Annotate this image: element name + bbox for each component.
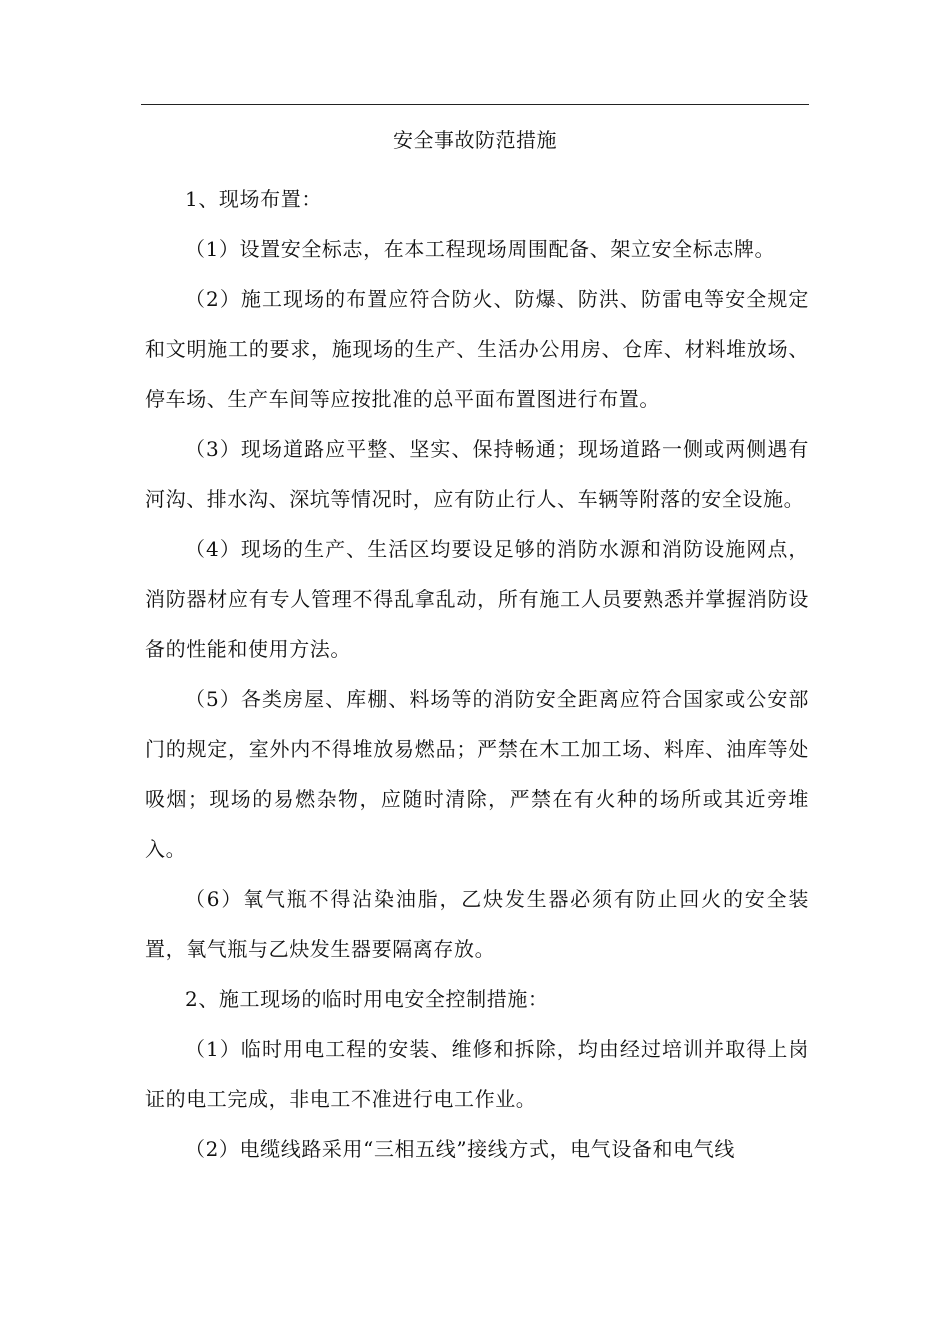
paragraph-item-2-1: （1）临时用电工程的安装、维修和拆除，均由经过培训并取得上岗证的电工完成，非电工不准进行电工作业。	[145, 1037, 809, 1111]
header-rule	[141, 104, 809, 105]
paragraph-item-1-4: （4）现场的生产、生活区均要设足够的消防水源和消防设施网点，消防器材应有专人管理不得乱拿乱动，所有施工人员要熟悉并掌握消防设备的性能和使用方法。	[145, 537, 809, 661]
paragraph-item-1-5: （5）各类房屋、库棚、料场等的消防安全距离应符合国家或公安部门的规定，室外内不得堆放易燃品；严禁在木工加工场、料库、油库等处吸烟；现场的易燃杂物，应随时清除，严禁在有火种的场所或其近旁堆入。	[145, 687, 809, 861]
paragraph-item-1-3: （3）现场道路应平整、坚实、保持畅通；现场道路一侧或两侧遇有河沟、排水沟、深坑等情况时，应有防止行人、车辆等附落的安全设施。	[145, 437, 809, 511]
paragraph-section-1-heading: 1、现场布置：	[185, 187, 322, 211]
paragraph-item-1-2: （2）施工现场的布置应符合防火、防爆、防洪、防雷电等安全规定和文明施工的要求，施现场的生产、生活办公用房、仓库、材料堆放场、停车场、生产车间等应按批准的总平面布置图进行布置。	[145, 287, 809, 411]
document-body	[145, 174, 809, 1174]
paragraph-item-2-2: （2）电缆线路采用“三相五线”接线方式，电气设备和电气线	[185, 1137, 735, 1161]
paragraph-item-1-6: （6）氧气瓶不得沾染油脂，乙炔发生器必须有防止回火的安全装置，氧气瓶与乙炔发生器要隔离存放。	[145, 887, 809, 961]
paragraph-item-1-1: （1）设置安全标志，在本工程现场周围配备、架立安全标志牌。	[185, 237, 776, 261]
page-title: 安全事故防范措施	[393, 128, 557, 152]
paragraph-section-2-heading: 2、施工现场的临时用电安全控制措施：	[185, 987, 549, 1011]
